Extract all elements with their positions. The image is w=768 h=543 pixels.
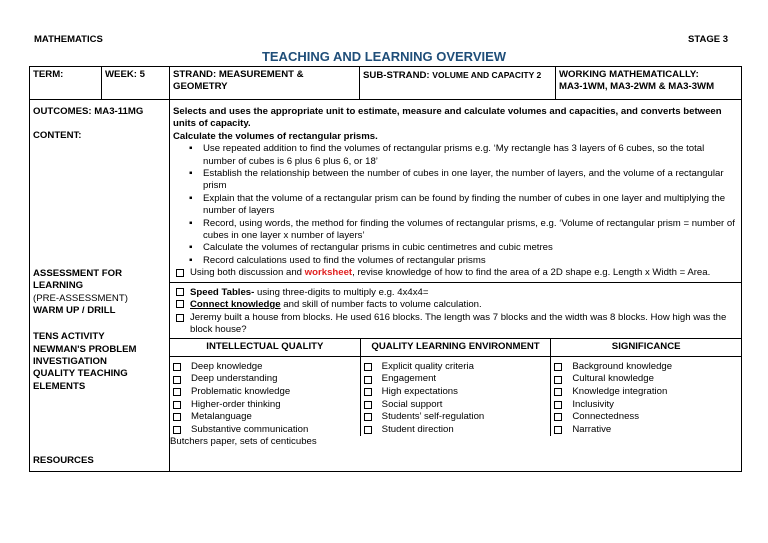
working-math-cell — [556, 67, 742, 100]
checkbox[interactable] — [173, 363, 181, 371]
checkbox[interactable] — [554, 376, 562, 384]
week-cell: WEEK: 5 — [102, 67, 170, 100]
quality-item-label: Knowledge integration — [572, 386, 668, 397]
significance-list — [550, 357, 741, 437]
quality-item-label: Students’ self-regulation — [381, 411, 485, 423]
quality-item-label: Cultural knowledge — [572, 373, 654, 385]
checkbox[interactable] — [364, 388, 372, 396]
content-label: CONTENT: — [33, 130, 82, 141]
problem-row — [173, 312, 738, 337]
quality-item — [364, 386, 548, 399]
quality-teaching-cell — [170, 339, 742, 471]
quality-item — [364, 361, 548, 374]
checkbox[interactable] — [554, 388, 562, 396]
checkbox[interactable] — [173, 413, 181, 421]
checkbox[interactable] — [173, 376, 181, 384]
newman-label-2: INVESTIGATION — [33, 356, 107, 368]
left-labels-column — [30, 100, 170, 472]
quality-item — [364, 373, 548, 386]
quality-item — [554, 411, 738, 424]
assessment-row — [173, 267, 738, 279]
checkbox[interactable] — [364, 376, 372, 384]
strand-cell: STRAND: MEASUREMENT & GEOMETRY — [170, 67, 360, 100]
content-bullet: ▪ Establish the relationship between the number of cubes in one layer, the number of layers, and the volume of a rectangular prism — [203, 168, 738, 193]
checkbox[interactable] — [364, 401, 372, 409]
quality-item-label: Explicit quality criteria — [381, 360, 474, 372]
outcome-text — [170, 100, 742, 283]
quality-item — [554, 361, 738, 374]
afl-label-3: (PRE-ASSESSMENT) — [33, 292, 128, 304]
checkbox[interactable] — [554, 426, 562, 434]
content-bullet: ▪ Explain that the volume of a rectangular prism can be found by finding the number of cubes in one layer and multiplying the number of layers — [203, 193, 738, 218]
quality-item — [554, 373, 738, 386]
qt-label-2: ELEMENTS — [33, 380, 86, 392]
outcomes-label: OUTCOMES: MA3-11MG — [33, 106, 144, 117]
connect-row — [173, 299, 738, 311]
quality-item-label: Student direction — [381, 423, 454, 435]
connect-label: Connect knowledge — [190, 299, 281, 311]
environment-list — [360, 357, 551, 437]
newman-label-1: NEWMAN'S PROBLEM — [33, 343, 137, 355]
quality-item — [364, 424, 548, 437]
term-cell: TERM: — [30, 67, 102, 100]
quality-item-label: Social support — [381, 398, 443, 410]
quality-item — [554, 399, 738, 412]
content-bullet: ▪ Calculate the volumes of rectangular prisms in cubic centimetres and cubic metres — [203, 242, 738, 254]
intellectual-quality-list — [170, 357, 360, 437]
quality-item-label: Metalanguage — [191, 411, 252, 423]
checkbox[interactable] — [176, 314, 184, 322]
checkbox[interactable] — [554, 413, 562, 421]
checkbox[interactable] — [554, 363, 562, 371]
content-heading: Calculate the volumes of rectangular prisms. — [173, 130, 378, 142]
worksheet-highlight: worksheet — [304, 267, 353, 279]
speed-tables-row — [173, 287, 738, 299]
quality-item — [173, 361, 357, 374]
resources-text: Butchers paper, sets of centicubes — [170, 436, 317, 448]
quality-item — [173, 424, 357, 437]
warmup-cell — [170, 282, 742, 339]
checkbox[interactable] — [364, 426, 372, 434]
intellectual-quality-header: INTELLECTUAL QUALITY — [206, 341, 324, 353]
quality-item-label: Inclusivity — [572, 398, 614, 410]
quality-item — [554, 386, 738, 399]
quality-learning-environment-header: QUALITY LEARNING ENVIRONMENT — [360, 339, 551, 355]
checkbox[interactable] — [176, 269, 184, 277]
quality-item-label: Deep knowledge — [191, 360, 263, 372]
checkbox[interactable] — [364, 413, 372, 421]
quality-item-label: Engagement — [381, 373, 437, 385]
afl-label-1: ASSESSMENT FOR — [33, 268, 123, 279]
substrand-value: VOLUME AND CAPACITY 2 — [432, 70, 542, 80]
content-bullet: ▪ Record calculations used to find the volumes of rectangular prisms — [203, 255, 738, 267]
quality-item — [173, 386, 357, 399]
wm-value: MA3-1WM, MA3-2WM & MA3-3WM — [559, 81, 715, 93]
checkbox[interactable] — [173, 388, 181, 396]
document-title: TEACHING AND LEARNING OVERVIEW — [261, 49, 507, 64]
content-bullet: ▪ Use repeated addition to find the volumes of rectangular prisms e.g. ‘My rectangle has 3 layers of 6 cubes, so the total number of cubes is 6 plus 6 plus 6, or 18’ — [203, 143, 738, 168]
checkbox[interactable] — [364, 363, 372, 371]
checkbox[interactable] — [554, 401, 562, 409]
checkbox[interactable] — [176, 300, 184, 308]
quality-item — [173, 373, 357, 386]
quality-item-label: Problematic knowledge — [191, 386, 291, 397]
assessment-text: Using both discussion and worksheet, revise knowledge of how to find the area of a 2D shape e.g. Length x Width = Area. — [190, 267, 711, 279]
speed-tables-label: Speed Tables- — [190, 286, 255, 298]
quality-item-label: Higher-order thinking — [191, 398, 281, 410]
checkbox[interactable] — [173, 426, 181, 434]
overview-table — [29, 66, 742, 472]
resources-label: RESOURCES — [33, 454, 94, 466]
stage-label: STAGE 3 — [688, 34, 728, 45]
quality-item — [173, 411, 357, 424]
quality-item-label: Narrative — [572, 423, 612, 435]
substrand-cell — [360, 67, 556, 100]
afl-label-2: LEARNING — [33, 280, 84, 292]
checkbox[interactable] — [173, 401, 181, 409]
quality-item — [173, 399, 357, 412]
quality-item-label: Background knowledge — [572, 360, 673, 372]
wm-label: WORKING MATHEMATICALLY: — [559, 69, 699, 80]
quality-item — [364, 411, 548, 424]
subject-label: MATHEMATICS — [34, 34, 103, 45]
quality-headers — [170, 339, 741, 356]
outcome-statement: Selects and uses the appropriate unit to estimate, measure and calculate volumes and capacities, and converts between units of capacity. — [173, 106, 722, 130]
tens-label: TENS ACTIVITY — [33, 331, 105, 343]
quality-item — [364, 399, 548, 412]
content-bullets — [173, 143, 738, 267]
significance-header: SIGNIFICANCE — [550, 339, 741, 355]
connect-text: and skill of number facts to volume calculation. — [280, 299, 482, 311]
quality-item-label: High expectations — [381, 386, 458, 397]
content-bullet: ▪ Record, using words, the method for finding the volumes of rectangular prisms, e.g. ‘Volume of rectangular prism = number of cubes in one layer x number of layers’ — [203, 218, 738, 243]
speed-tables-text: using three-digits to multiply e.g. 4x4x4= — [254, 286, 429, 298]
quality-item-label: Deep understanding — [191, 373, 278, 385]
quality-item-label: Substantive communication — [191, 423, 309, 435]
warmup-label: WARM UP / DRILL — [33, 305, 116, 317]
problem-text: Jeremy built a house from blocks. He used 616 blocks. The length was 7 blocks and the width was 8 blocks. How high was the block house? — [190, 311, 727, 335]
substrand-label: SUB-STRAND: — [363, 70, 430, 81]
qt-label-1: QUALITY TEACHING — [33, 368, 128, 380]
checkbox[interactable] — [176, 288, 184, 296]
quality-item — [554, 424, 738, 437]
quality-columns — [170, 357, 741, 437]
quality-item-label: Connectedness — [572, 411, 640, 423]
